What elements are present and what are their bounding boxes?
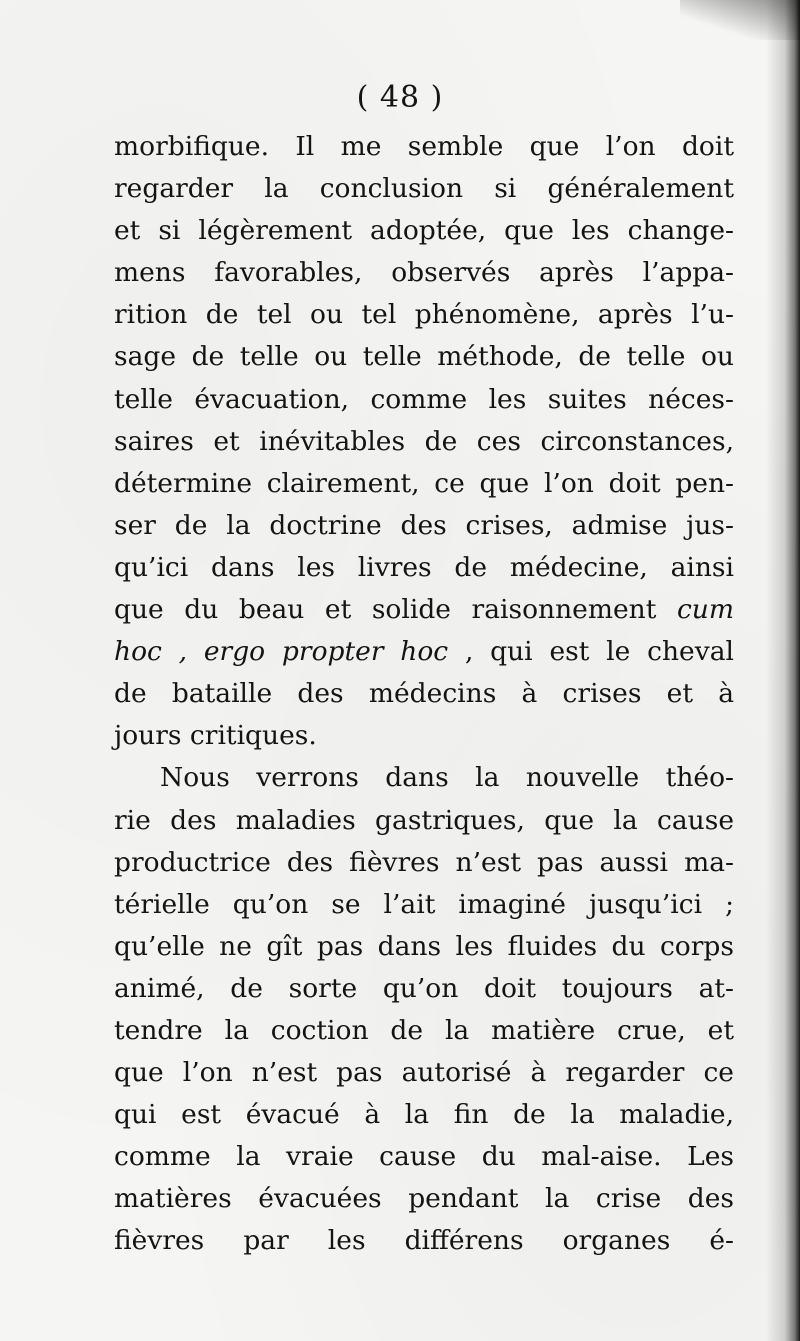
italic-phrase: hoc , ergo propter hoc — [114, 636, 449, 668]
text-line: et si légèrement adoptée, que les change- — [114, 215, 734, 247]
text-line: jours critiques. — [114, 720, 317, 752]
text-line: regarder la conclusion si généralement — [114, 173, 734, 205]
page-corner-shadow — [680, 0, 800, 40]
text-line: qu’ici dans les livres de médecine, ainsi — [114, 551, 734, 583]
text-fragment: que du beau et solide raisonnement — [114, 594, 657, 626]
text-line: ser de la doctrine des crises, admise jus- — [114, 509, 734, 541]
body-text — [114, 126, 734, 1263]
text-line: telle évacuation, comme les suites néces- — [114, 383, 734, 415]
page-number: ( 48 ) — [356, 80, 444, 115]
text-line: matières évacuées pendant la crise des — [114, 1183, 734, 1215]
page-edge-shadow — [766, 0, 800, 1341]
text-line: térielle qu’on se l’ait imaginé jusqu’ici ; — [114, 888, 734, 920]
text-line: fièvres par les différens organes é- — [114, 1225, 734, 1257]
text-line: de bataille des médecins à crises et à — [114, 678, 734, 710]
text-fragment: , qui est le cheval — [464, 636, 734, 668]
text-line: rie des maladies gastriques, que la cause — [114, 804, 734, 836]
text-line: mens favorables, observés après l’appa- — [114, 257, 734, 289]
paragraph-first-line: Nous verrons dans la nouvelle théo- — [160, 762, 734, 794]
text-line: détermine clairement, ce que l’on doit pen- — [114, 467, 734, 499]
text-line: que l’on n’est pas autorisé à regarder ce — [114, 1057, 734, 1089]
italic-phrase: cum — [676, 594, 734, 626]
text-line: morbifique. Il me semble que l’on doit — [114, 131, 734, 162]
text-line: animé, de sorte qu’on doit toujours at- — [114, 972, 734, 1004]
text-line: productrice des fièvres n’est pas aussi ma- — [114, 846, 734, 878]
text-line — [114, 589, 734, 631]
text-line: tendre la coction de la matière crue, et — [114, 1014, 734, 1046]
text-line: sage de telle ou telle méthode, de telle ou — [114, 341, 734, 373]
text-line: rition de tel ou tel phénomène, après l’u- — [114, 299, 734, 331]
text-line: qu’elle ne gît pas dans les fluides du corps — [114, 930, 734, 962]
text-line: saires et inévitables de ces circonstances, — [114, 425, 734, 457]
text-line — [114, 631, 734, 673]
text-line: comme la vraie cause du mal-aise. Les — [114, 1141, 734, 1173]
text-line: qui est évacué à la fin de la maladie, — [114, 1099, 734, 1131]
